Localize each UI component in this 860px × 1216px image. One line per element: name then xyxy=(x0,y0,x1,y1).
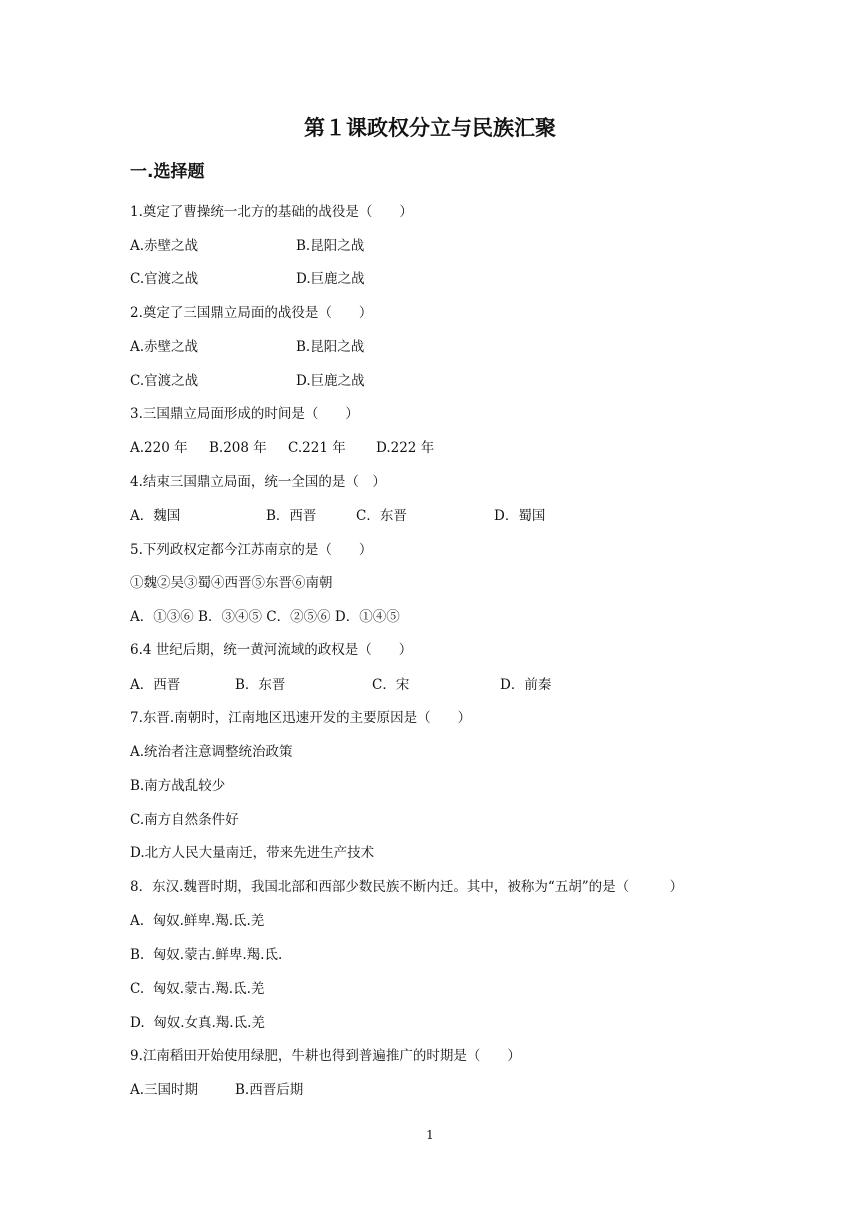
question-1-option-a: A.赤壁之战 xyxy=(130,238,199,254)
question-6-option-a: A．西晋 xyxy=(130,677,181,693)
question-3-option-b: B.208 年 xyxy=(209,440,267,456)
question-1-stem: 1.奠定了曹操统一北方的基础的战役是（ ） xyxy=(130,204,413,220)
question-3-option-a: A.220 年 xyxy=(130,440,188,456)
question-6-option-d: D．前秦 xyxy=(500,677,552,693)
question-5-stem: 5.下列政权定都今江苏南京的是（ ） xyxy=(130,542,373,558)
question-4-option-a: A．魏国 xyxy=(130,508,181,524)
question-8-stem: 8．东汉.魏晋时期，我国北部和西部少数民族不断内迁。其中，被称为“五胡”的是（ ） xyxy=(130,879,684,895)
question-3-option-c: C.221 年 xyxy=(288,440,346,456)
question-9-stem: 9.江南稻田开始使用绿肥，牛耕也得到普遍推广的时期是（ ） xyxy=(130,1048,521,1064)
question-5-options: A．①③⑥ B．③④⑤ C．②⑤⑥ D．①④⑤ xyxy=(130,609,400,625)
question-7-option-c: C.南方自然条件好 xyxy=(130,812,239,828)
question-4-option-d: D．蜀国 xyxy=(494,508,546,524)
question-2-option-d: D.巨鹿之战 xyxy=(296,373,365,389)
question-3-option-d: D.222 年 xyxy=(376,440,435,456)
question-4-stem: 4.结束三国鼎立局面，统一全国的是（ ） xyxy=(130,474,386,490)
question-8-option-b: B. 匈奴.蒙古.鲜卑.羯.氐. xyxy=(130,947,283,963)
question-1-option-d: D.巨鹿之战 xyxy=(296,271,365,287)
question-7-option-a: A.统治者注意调整统治政策 xyxy=(130,744,293,760)
question-4-option-c: C．东晋 xyxy=(356,508,407,524)
page-number: 1 xyxy=(426,1128,434,1142)
question-8-option-a: A. 匈奴.鲜卑.羯.氐.羌 xyxy=(130,913,265,929)
question-6-option-c: C．宋 xyxy=(372,677,410,693)
question-2-option-a: A.赤壁之战 xyxy=(130,339,199,355)
question-2-option-c: C.官渡之战 xyxy=(130,373,199,389)
question-1-option-b: B.昆阳之战 xyxy=(296,238,365,254)
question-5-list: ①魏②吴③蜀④西晋⑤东晋⑥南朝 xyxy=(130,575,333,591)
question-7-option-b: B.南方战乱较少 xyxy=(130,778,226,794)
question-9-option-a: A.三国时期 xyxy=(130,1082,199,1098)
question-6-stem: 6.4 世纪后期，统一黄河流域的政权是（ ） xyxy=(130,642,413,658)
section-heading: 一.选择题 xyxy=(130,162,205,182)
question-8-option-c: C. 匈奴.蒙古.羯.氐.羌 xyxy=(130,981,265,997)
question-6-option-b: B．东晋 xyxy=(235,677,286,693)
question-8-option-d: D. 匈奴.女真.羯.氐.羌 xyxy=(130,1015,265,1031)
question-1-option-c: C.官渡之战 xyxy=(130,271,199,287)
question-2-option-b: B.昆阳之战 xyxy=(296,339,365,355)
question-2-stem: 2.奠定了三国鼎立局面的战役是（ ） xyxy=(130,305,373,321)
question-4-option-b: B．西晋 xyxy=(266,508,317,524)
question-3-stem: 3.三国鼎立局面形成的时间是（ ） xyxy=(130,406,359,422)
question-7-option-d: D.北方人民大量南迁，带来先进生产技术 xyxy=(130,845,375,861)
page-title: 第１课政权分立与民族汇聚 xyxy=(304,116,556,140)
question-9-option-b: B.西晋后期 xyxy=(235,1082,304,1098)
question-7-stem: 7.东晋.南朝时，江南地区迅速开发的主要原因是（ ） xyxy=(130,710,472,726)
